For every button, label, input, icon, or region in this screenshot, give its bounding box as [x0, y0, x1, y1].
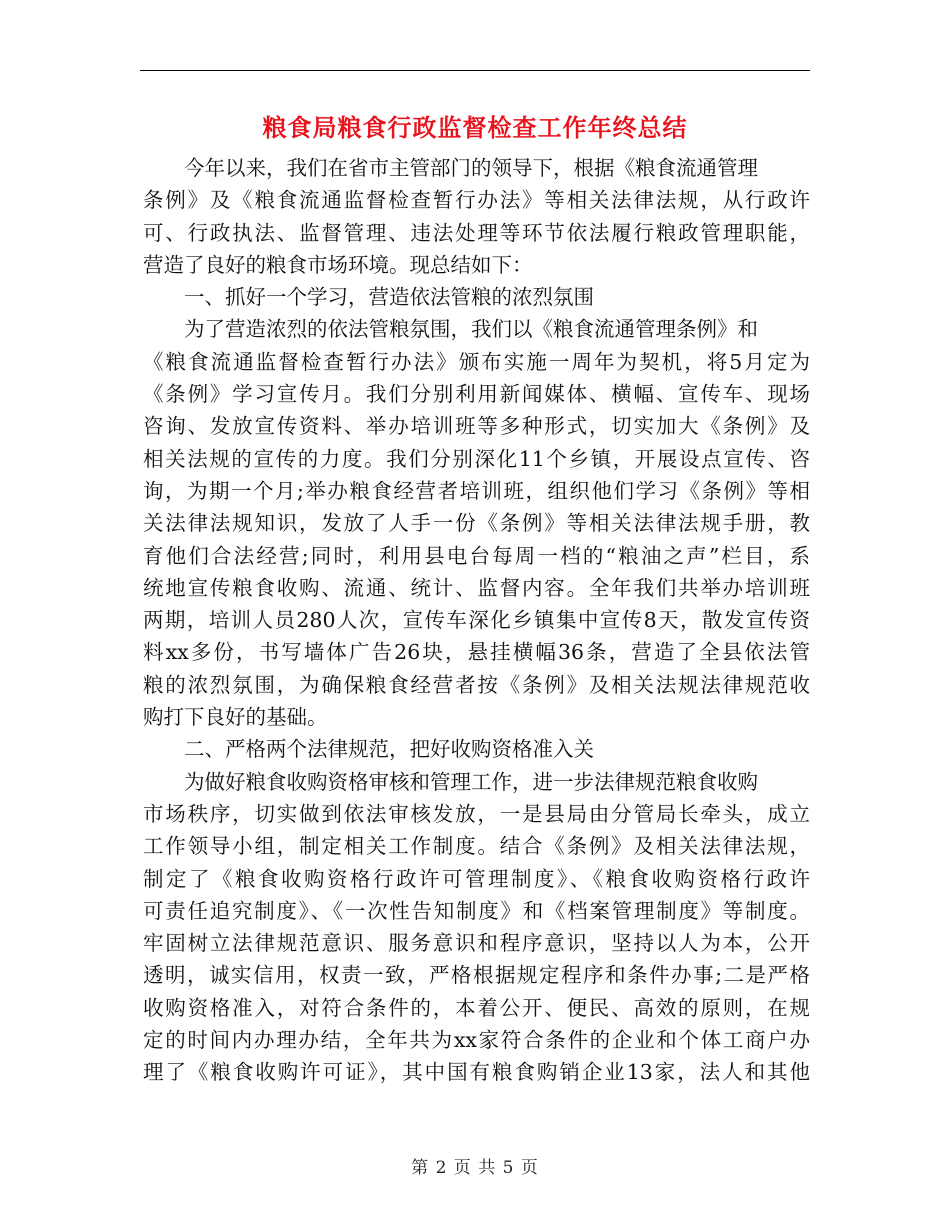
paragraph-line: 透明，诚实信用，权责一致，严格根据规定程序和条件办事;二是严格: [143, 963, 810, 988]
paragraph-line: 牢固树立法律规范意识、服务意识和程序意识，坚持以人为本，公开: [143, 931, 810, 956]
paragraph-line: 营造了良好的粮食市场环境。现总结如下：: [143, 252, 533, 277]
section-heading: 二、严格两个法律规范，把好收购资格准入关: [184, 737, 594, 762]
paragraph-line: 购打下良好的基础。: [143, 705, 328, 730]
paragraph-line: 育他们合法经营;同时，利用县电台每周一档的“粮油之声”栏目，系: [143, 543, 810, 568]
top-rule: [140, 70, 810, 71]
paragraph-line: 定的时间内办理办结，全年共为xx家符合条件的企业和个体工商户办: [143, 1028, 810, 1053]
paragraph-line: 询，为期一个月;举办粮食经营者培训班，组织他们学习《条例》等相: [143, 478, 810, 503]
paragraph-line: 为做好粮食收购资格审核和管理工作，进一步法律规范粮食收购: [184, 769, 758, 794]
section-heading: 一、抓好一个学习，营造依法管粮的浓烈氛围: [184, 285, 594, 310]
document-title: 粮食局粮食行政监督检查工作年终总结: [262, 113, 688, 142]
paragraph-line: 条例》及《粮食流通监督检查暂行办法》等相关法律法规，从行政许: [143, 188, 810, 213]
paragraph-line: 料xx多份，书写墙体广告26块，悬挂横幅36条，营造了全县依法管: [143, 640, 810, 665]
paragraph-line: 两期，培训人员280人次，宣传车深化乡镇集中宣传8天，散发宣传资: [143, 608, 810, 633]
paragraph-line: 制定了《粮食收购资格行政许可管理制度》、《粮食收购资格行政许: [143, 866, 810, 891]
paragraph-line: 为了营造浓烈的依法管粮氛围，我们以《粮食流通管理条例》和: [184, 317, 758, 342]
paragraph-line: 可、行政执法、监督管理、违法处理等环节依法履行粮政管理职能，: [143, 220, 810, 245]
paragraph-line: 相关法规的宣传的力度。我们分别深化11个乡镇，开展设点宣传、咨: [143, 446, 810, 471]
paragraph-line: 关法律法规知识，发放了人手一份《条例》等相关法律法规手册，教: [143, 511, 810, 536]
page-number: 第 2 页 共 5 页: [411, 1158, 539, 1178]
paragraph-line: 《条例》学习宣传月。我们分别利用新闻媒体、横幅、宣传车、现场: [143, 382, 810, 407]
paragraph-line: 今年以来，我们在省市主管部门的领导下，根据《粮食流通管理: [184, 156, 758, 180]
paragraph-line: 统地宣传粮食收购、流通、统计、监督内容。全年我们共举办培训班: [143, 575, 810, 600]
paragraph-line: 理了《粮食收购许可证》，其中国有粮食购销企业13家，法人和其他: [143, 1060, 810, 1085]
paragraph-line: 可责任追究制度》、《一次性告知制度》和《档案管理制度》等制度。: [143, 898, 810, 923]
paragraph-line: 市场秩序，切实做到依法审核发放，一是县局由分管局长牵头，成立: [143, 801, 810, 826]
paragraph-line: 《粮食流通监督检查暂行办法》颁布实施一周年为契机，将5月定为: [143, 349, 810, 374]
paragraph-line: 工作领导小组，制定相关工作制度。结合《条例》及相关法律法规，: [143, 834, 810, 859]
paragraph-line: 粮的浓烈氛围，为确保粮食经营者按《条例》及相关法规法律规范收: [143, 672, 810, 697]
paragraph-line: 咨询、发放宣传资料、举办培训班等多种形式，切实加大《条例》及: [143, 414, 810, 439]
document-body: [143, 152, 810, 1089]
paragraph-line: 收购资格准入，对符合条件的，本着公开、便民、高效的原则，在规: [143, 995, 810, 1020]
